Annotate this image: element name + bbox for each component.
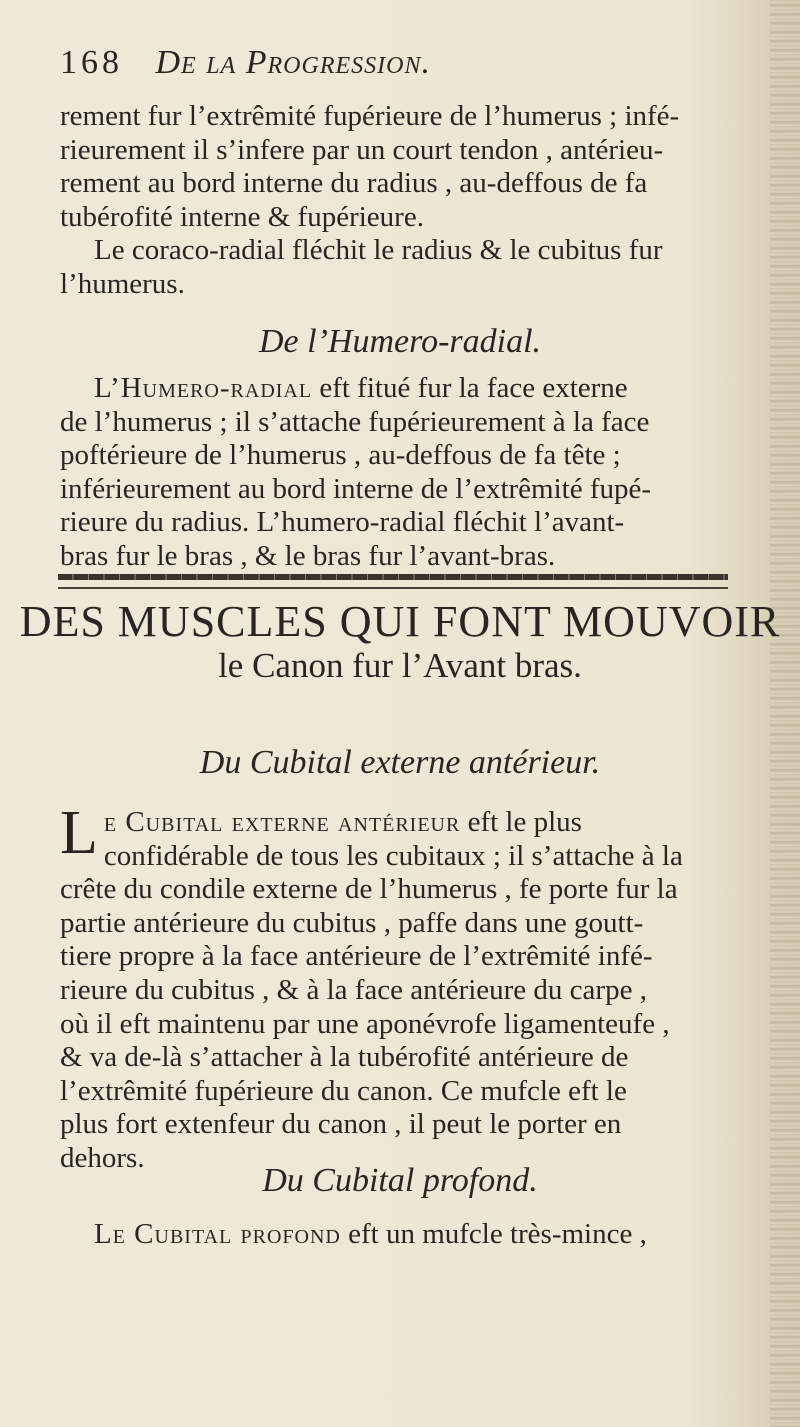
text-line: & va de-là s’attacher à la tubérofité antérieure de [60, 1041, 629, 1074]
text-line: inférieurement au bord interne de l’extrêmité fupé- [60, 472, 652, 505]
divider-rule [58, 587, 728, 589]
text-line: crête du condile externe de l’humerus , fe porte fur la [60, 873, 678, 906]
text-line: l’humerus. [60, 267, 185, 300]
running-title: De la Progression. [155, 44, 431, 81]
text-line: confidérable de tous les cubitaux ; il s’attache à la [103, 839, 683, 872]
text-fragment: eft le plus [460, 806, 582, 838]
page-edge [770, 0, 800, 1427]
text-line: partie antérieure du cubitus , paffe dans une goutt- [60, 906, 644, 939]
ornamental-rule [58, 574, 728, 580]
text-line: rieurement il s’infere par un court tendon , antérieu- [60, 133, 664, 166]
text-line: rieure du cubitus , & à la face antérieure du carpe , [60, 973, 647, 1006]
text-line: Le coraco-radial fléchit le radius & le cubitus fur [94, 234, 663, 267]
page-number: 168 [60, 44, 123, 81]
text-line: plus fort extenfeur du canon , il peut le porter en [60, 1108, 622, 1141]
muscle-name: e Cubital externe antérieur [103, 806, 461, 838]
text-line: tiere propre à la face antérieure de l’extrêmité infé- [60, 940, 653, 973]
text-line: tubérofité interne & fupérieure. [60, 200, 424, 233]
drop-cap: L [60, 799, 98, 867]
paragraph-cubital-externe [60, 799, 770, 1176]
running-header [60, 44, 431, 82]
paragraph-coraco-radial [60, 100, 770, 302]
text-line: où il eft maintenu par une aponévrofe ligamenteufe , [60, 1007, 670, 1040]
text-line: dehors. [60, 1141, 145, 1174]
chapter-title: DES MUSCLES QUI FONT MOUVOIR [19, 597, 781, 646]
text-line: de l’humerus ; il s’attache fupérieurement à la face [60, 405, 650, 438]
text-line: rement fur l’extrêmité fupérieure de l’humerus ; infé- [60, 100, 680, 132]
text-line [60, 372, 770, 406]
chapter-subtitle: le Canon fur l’Avant bras. [218, 646, 582, 685]
text-line: l’extrêmité fupérieure du canon. Ce mufcle eft le [60, 1074, 627, 1107]
section-heading-cubital-profond: Du Cubital profond. [262, 1162, 538, 1199]
text-line: bras fur le bras , & le bras fur l’avant-bras. [60, 539, 556, 572]
text-fragment: eft un mufcle très-mince , [340, 1218, 647, 1250]
text-line: rement au bord interne du radius , au-deffous de fa [60, 167, 648, 200]
text-line [60, 1218, 770, 1252]
section-heading-cubital-externe: Du Cubital externe antérieur. [199, 744, 601, 781]
muscle-name: L’Humero-radial [94, 372, 313, 404]
paragraph-humero-radial [60, 372, 770, 574]
text-fragment: eft fitué fur la face externe [312, 372, 628, 404]
text-line: rieure du radius. L’humero-radial fléchit l’avant- [60, 506, 625, 539]
paragraph-cubital-profond [60, 1218, 770, 1252]
section-heading-humero-radial: De l’Humero-radial. [258, 323, 542, 360]
muscle-name: Le Cubital profond [94, 1218, 341, 1250]
text-line: poftérieure de l’humerus , au-deffous de fa tête ; [60, 439, 621, 472]
